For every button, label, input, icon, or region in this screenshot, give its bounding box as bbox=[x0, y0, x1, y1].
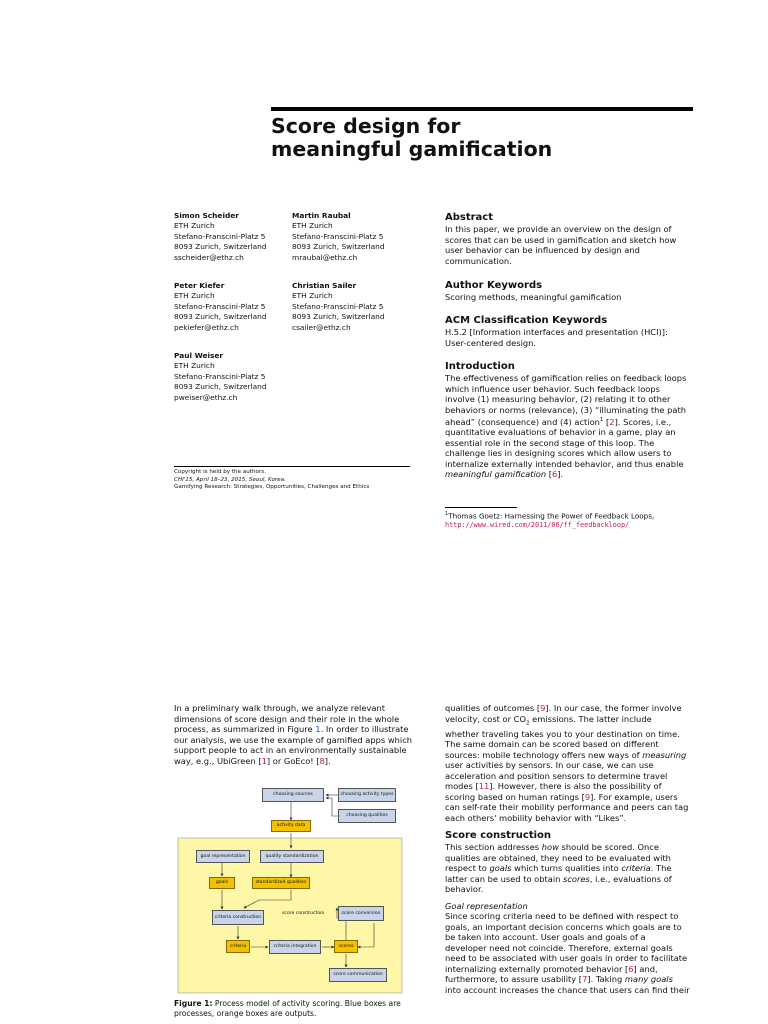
citation-link[interactable]: 6 bbox=[552, 469, 558, 480]
scores-node: scores bbox=[334, 940, 358, 953]
criteria-construction-node: criteria construction bbox=[212, 910, 264, 925]
figure-caption: Figure 1: Process model of activity scoring. Blue boxes are processes, orange boxes are outputs. bbox=[174, 999, 401, 1019]
score-construction-heading: Score construction bbox=[445, 830, 552, 842]
citation-link[interactable]: 6 bbox=[628, 963, 634, 974]
criteria-node: criteria bbox=[226, 940, 250, 953]
body-paragraph: qualities of outcomes [9]. In our case, the former involve velocity, cost or $CO_2$ emissions. The latter include whether traveling takes you to your destination on time. The same domain can be scored based on different sources: mobile technology offers new ways of measuring user activities by sensors. In our case, we can use acceleration and position sensors to determine travel modes [11]. However, there is also the possibility of scoring based on human ratings [9]. For example, users can self-rate their mobility performance and peers can tag each others' mobility behavior with “Likes”. Score construction This section addresses how should be scored. Once qualities are obtained, they need to be evaluated with respect to goals which turns qualities into criteria. The latter can be used to obtain scores, i.e., evaluations of behavior. Goal representation Since scoring criteria need to be defined with respect to goals, an important decision concerns which goals are to be taken into account. User goals and goals of a developer need not coincide. Therefore, external goals need to be associated with user goals in order to facilitate internalizing externally promoted behavior [6] and, furthermore, to assure usability [7]. Taking many goals into account increases the chance that users can find their bbox=[445, 703, 700, 995]
citation-link[interactable]: 9 bbox=[584, 791, 591, 802]
introduction-heading: Introduction bbox=[445, 361, 515, 372]
abstract-section: Abstract In this paper, we provide an overview on the design of scores that can be used in gamification and sketch how user behavior can be influenced by design and communication. bbox=[445, 212, 695, 266]
goal-representation-node: goal representation bbox=[196, 850, 250, 863]
author-block: Martin Raubal ETH Zurich Stefano-Franscini-Platz 5 8093 Zurich, Switzerland mraubal@ethz.ch bbox=[292, 211, 385, 262]
standardized-qualities-node: standardized qualities bbox=[252, 877, 310, 889]
author-block: Christian Sailer ETH Zurich Stefano-Franscini-Platz 5 8093 Zurich, Switzerland csailer@ethz.ch bbox=[292, 281, 385, 332]
figure-ref-link[interactable]: 1 bbox=[315, 724, 321, 734]
author-keywords-section: Author Keywords Scoring methods, meaningful gamification bbox=[445, 280, 695, 303]
citation-link[interactable]: 7 bbox=[582, 974, 588, 985]
citation-link[interactable]: 1 bbox=[261, 755, 267, 766]
author-block: Peter Kiefer ETH Zurich Stefano-Franscini-Platz 5 8093 Zurich, Switzerland pekiefer@ethz.ch bbox=[174, 281, 267, 332]
score-construction-label: score construction bbox=[282, 911, 325, 916]
author-block: Paul Weiser ETH Zurich Stefano-Franscini-Platz 5 8093 Zurich, Switzerland pweiser@ethz.ch bbox=[174, 351, 267, 402]
choosing-qualities-node: choosing qualities bbox=[338, 809, 396, 823]
title-rule bbox=[271, 107, 693, 111]
author-block: Simon Scheider ETH Zurich Stefano-Franscini-Platz 5 8093 Zurich, Switzerland sscheider@ethz.ch bbox=[174, 211, 267, 262]
author-keywords-heading: Author Keywords bbox=[445, 280, 543, 291]
abstract-heading: Abstract bbox=[445, 212, 494, 223]
introduction-section: Introduction The effectiveness of gamification relies on feedback loops which influence user behavior. Such feedback loops involve (1) measuring behavior, (2) relating it to other behaviors or norms (relevance), (3) “illuminating the path ahead” (consequence) and (4) action$^1$ [2]. Scores, i.e., quantitative evaluations of behavior in a game, play an essential role in the second stage of this loop. The challenge lies in designing scores which allow users to internalize externally intended behavior, and thus enable meaningful gamification [6]. bbox=[445, 361, 695, 480]
choosing-sources-node: choosing sources bbox=[262, 788, 324, 802]
quality-standardization-node: quality standardization bbox=[260, 850, 324, 863]
criteria-integration-node: criteria integration bbox=[269, 940, 321, 954]
footnote-url-link[interactable]: http://www.wired.com/2011/06/ff_feedbackloop/ bbox=[445, 520, 630, 529]
score-communication-node: score communication bbox=[329, 968, 387, 982]
activity-data-node: activity data bbox=[271, 820, 311, 832]
citation-link[interactable]: 9 bbox=[540, 703, 546, 713]
citation-link[interactable]: 8 bbox=[319, 755, 325, 766]
acm-section: ACM Classification Keywords H.5.2 [Information interfaces and presentation (HCI)]: User-centered design. bbox=[445, 315, 695, 348]
goal-representation-heading: Goal representation bbox=[445, 900, 528, 911]
body-paragraph: In a preliminary walk through, we analyze relevant dimensions of score design and their role in the whole process, as summarized in Figure 1. In order to illustrate our analysis, we use the example of gamified apps which support people to act in an environmentally sustainable way, e.g., UbiGreen [1] or GoEco! [8]. bbox=[174, 703, 413, 766]
footnote-rule bbox=[445, 507, 517, 508]
citation-link[interactable]: 11 bbox=[478, 781, 490, 792]
citation-link[interactable]: 2 bbox=[609, 416, 615, 427]
process-diagram bbox=[174, 778, 410, 994]
choosing-activity-types-node: choosing activity types bbox=[338, 788, 396, 802]
paper-title: Score design for meaningful gamification bbox=[271, 114, 553, 161]
acm-heading: ACM Classification Keywords bbox=[445, 315, 608, 326]
footnote: $^1$Thomas Goetz: Harnessing the Power of Feedback Loops, http://www.wired.com/2011/06/ff_feedbackloop/ bbox=[445, 510, 681, 531]
copyright-rule bbox=[174, 466, 410, 467]
goals-node: goals bbox=[209, 877, 235, 889]
score-conversion-node: score conversion bbox=[338, 906, 384, 921]
copyright-notice: Copyright is held by the authors. CHI'15, April 18–23, 2015, Seoul, Korea. Gamifying Research: Strategies, Opportunities, Challenges and Ethics bbox=[174, 469, 370, 491]
